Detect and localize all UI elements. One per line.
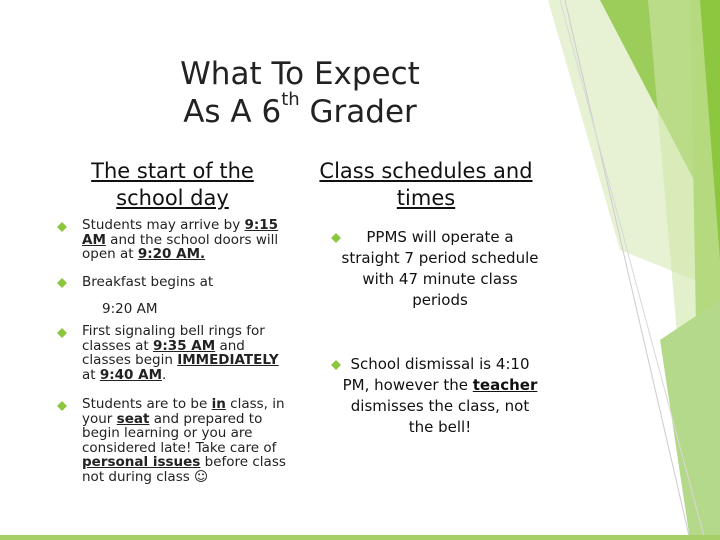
- left-bullet-4: Students are to be in class, in your seat and prepared to begin learning or you are considered late! Take care of personal issues before class not during class ☺: [82, 396, 286, 485]
- left-bullet-2: Breakfast begins at: [82, 274, 214, 290]
- left-heading: The start of the school day: [91, 159, 254, 210]
- diamond-bullet-icon: [57, 401, 67, 411]
- right-bullet-1: PPMS will operate a straight 7 period schedule with 47 minute class periods: [341, 228, 539, 309]
- right-bullet-2: School dismissal is 4:10 PM, however the teacher dismisses the class, not the bell!: [342, 355, 538, 436]
- title-line-1: What To Expect: [180, 56, 420, 92]
- left-bullet-2-continuation: 9:20 AM: [102, 301, 158, 317]
- left-bullet-1: Students may arrive by 9:15 AM and the school doors will open at 9:20 AM.: [82, 217, 279, 262]
- right-heading: Class schedules and times: [319, 159, 533, 210]
- diamond-bullet-icon: [57, 278, 67, 288]
- diamond-bullet-icon: [57, 222, 67, 232]
- slide-title: [150, 55, 450, 131]
- title-line-2: As A 6th Grader: [183, 89, 417, 130]
- left-bullet-3: First signaling bell rings for classes at 9:35 AM and classes begin IMMEDIATELY at 9:40 AM.: [82, 323, 279, 383]
- diamond-bullet-icon: [57, 328, 67, 338]
